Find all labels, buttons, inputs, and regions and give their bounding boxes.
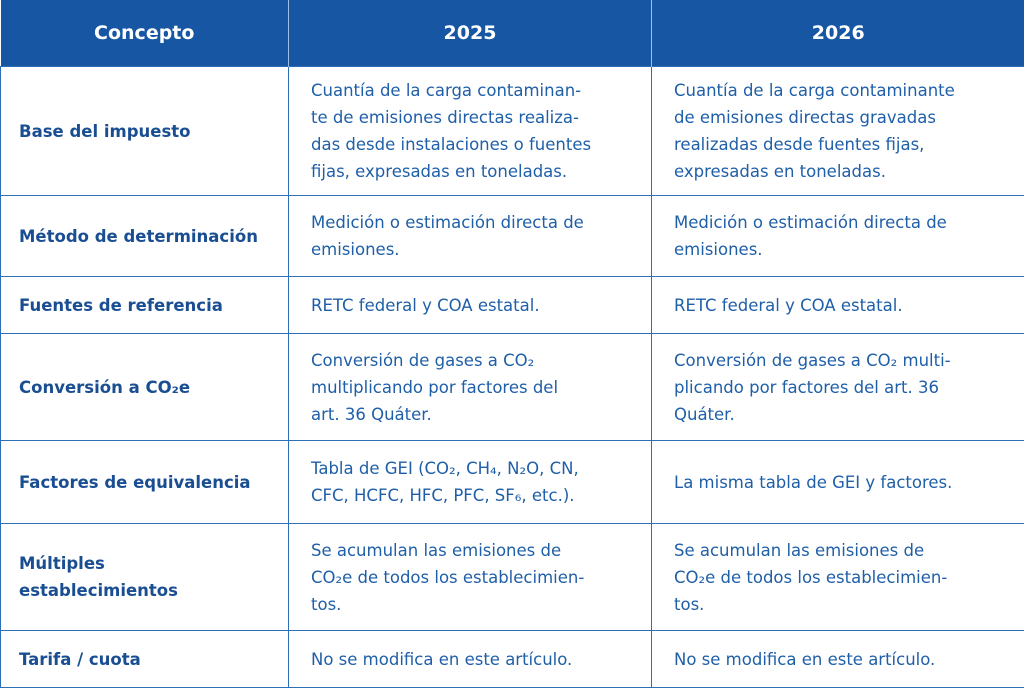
table-header [1,0,1024,67]
row-concept: Múltiples establecimientos [1,524,289,631]
row-2025: Conversión de gases a CO₂ multiplicando por factores del art. 36 Quáter. [289,334,652,441]
table-row [1,334,1024,441]
header-concepto: Concepto [1,0,289,67]
row-concept: Base del impuesto [1,67,289,196]
row-2026: No se modifica en este artículo. [652,631,1024,688]
table-row [1,524,1024,631]
header-row [1,0,1024,67]
table-row [1,67,1024,196]
table-row [1,277,1024,334]
row-concept: Conversión a CO₂e [1,334,289,441]
row-2025: Cuantía de la carga contaminan- te de emisiones directas realiza- das desde instalaciones o fuentes fijas, expresadas en toneladas. [289,67,652,196]
row-concept: Fuentes de referencia [1,277,289,334]
row-concept: Factores de equivalencia [1,441,289,524]
row-2026: Medición o estimación directa de emisiones. [652,196,1024,277]
table-row [1,441,1024,524]
table-body [1,67,1024,688]
row-concept: Tarifa / cuota [1,631,289,688]
row-2026: Cuantía de la carga contaminante de emisiones directas gravadas realizadas desde fuentes fijas, expresadas en toneladas. [652,67,1024,196]
row-2025: No se modifica en este artículo. [289,631,652,688]
row-2025: RETC federal y COA estatal. [289,277,652,334]
table-row [1,631,1024,688]
row-2026: Conversión de gases a CO₂ multi- plicando por factores del art. 36 Quáter. [652,334,1024,441]
row-2026: La misma tabla de GEI y factores. [652,441,1024,524]
header-2025: 2025 [289,0,652,67]
row-2025: Tabla de GEI (CO₂, CH₄, N₂O, CN, CFC, HCFC, HFC, PFC, SF₆, etc.). [289,441,652,524]
row-2025: Medición o estimación directa de emisiones. [289,196,652,277]
header-2026: 2026 [652,0,1024,67]
table-row [1,196,1024,277]
row-2026: Se acumulan las emisiones de CO₂e de todos los establecimien- tos. [652,524,1024,631]
row-concept: Método de determinación [1,196,289,277]
row-2025: Se acumulan las emisiones de CO₂e de todos los establecimien- tos. [289,524,652,631]
row-2026: RETC federal y COA estatal. [652,277,1024,334]
